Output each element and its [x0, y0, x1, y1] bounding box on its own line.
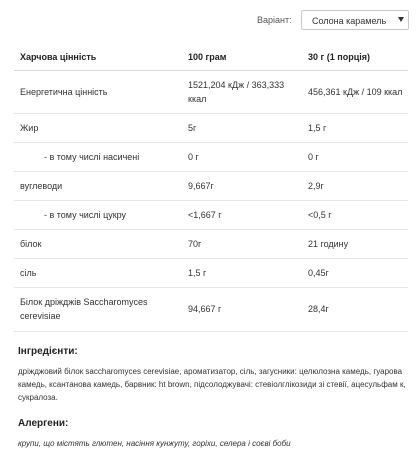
row-per100: 0 г [184, 142, 304, 171]
ingredients-section [18, 346, 410, 357]
table-row [14, 258, 408, 287]
table-row [14, 200, 408, 229]
variant-select[interactable] [301, 10, 409, 30]
nutrition-table [14, 44, 408, 332]
row-per-serving: 456,361 кДж / 109 ккал [304, 70, 408, 113]
ingredients-title: Інгредієнти: [18, 346, 78, 357]
row-name: - в тому числі насичені [14, 142, 184, 171]
allergens-section [18, 418, 410, 429]
row-per-serving: 0,45г [304, 258, 408, 287]
row-per100: 1521,204 кДж / 363,333 ккал [184, 70, 304, 113]
header-per-serving: 30 г (1 порція) [304, 44, 408, 70]
table-row [14, 287, 408, 331]
ingredients-text: дріжджовий білок saccharomyces cerevisiae, ароматизатор, сіль, загусники: целюлозна камедь, гуарова камедь, ксантанова камедь, барвник: ht brown, підсолоджувачі: стевіолглікозиди зі стевії, ацесульфам к, сукралоза. [18, 367, 406, 402]
allergens-text: крупи, що містять глютен, насіння кунжуту, горіхи, селера і соєві боби [18, 439, 291, 448]
table-row [14, 70, 408, 113]
row-per100: 70г [184, 229, 304, 258]
variant-selected-value: Солона карамель [312, 16, 387, 26]
header-nutritional-value: Харчова цінність [14, 44, 184, 70]
chevron-down-icon [398, 17, 404, 22]
row-name: білок [14, 229, 184, 258]
table-row [14, 229, 408, 258]
row-per100: 1,5 г [184, 258, 304, 287]
nutrition-header-row [14, 44, 408, 70]
table-row [14, 171, 408, 200]
row-name: Жир [14, 113, 184, 142]
row-per100: <1,667 г [184, 200, 304, 229]
header-per-100g: 100 грам [184, 44, 304, 70]
row-per100: 94,667 г [184, 287, 304, 331]
row-per-serving: 2,9г [304, 171, 408, 200]
row-per100: 5г [184, 113, 304, 142]
row-name: Енергетична цінність [14, 70, 184, 113]
row-name: сіль [14, 258, 184, 287]
row-per-serving: <0,5 г [304, 200, 408, 229]
row-name: Білок дріжджів Saccharomyces cerevisiae [14, 287, 184, 331]
row-per100: 9,667г [184, 171, 304, 200]
row-per-serving: 1,5 г [304, 113, 408, 142]
variant-label: Варіант: [257, 15, 292, 25]
row-per-serving: 0 г [304, 142, 408, 171]
row-name: вуглеводи [14, 171, 184, 200]
variant-row [0, 10, 419, 30]
row-per-serving: 21 годину [304, 229, 408, 258]
table-row [14, 142, 408, 171]
allergens-title: Алергени: [18, 418, 69, 429]
row-name: - в тому числі цукру [14, 200, 184, 229]
row-per-serving: 28,4г [304, 287, 408, 331]
table-row [14, 113, 408, 142]
